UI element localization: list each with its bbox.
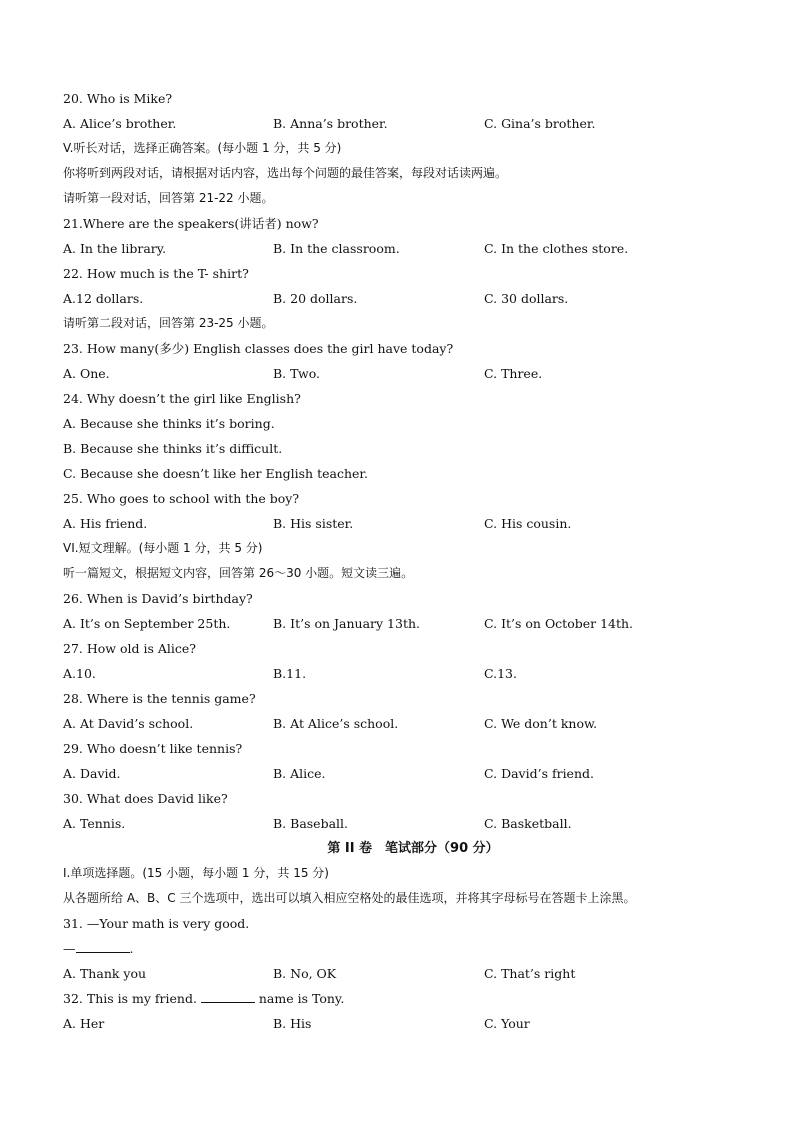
option-c: C. Gina’s brother. bbox=[484, 116, 596, 131]
option-b: B. In the classroom. bbox=[273, 241, 400, 256]
part-heading: 第 II 卷 笔试部分（90 分） bbox=[327, 841, 499, 856]
question-stem: 31. —Your math is very good. bbox=[63, 916, 250, 931]
option-c: C. Your bbox=[484, 1016, 530, 1031]
answer-blank bbox=[201, 988, 255, 1003]
option-b: B. It’s on January 13th. bbox=[273, 616, 420, 631]
option-c: C. In the clothes store. bbox=[484, 241, 629, 256]
question-stem: 30. What does David like? bbox=[63, 791, 228, 806]
section-title: V.听长对话，选择正确答案。(每小题 1 分，共 5 分) bbox=[63, 141, 342, 155]
option-c: C. Three. bbox=[484, 366, 543, 381]
option-a: A. Because she thinks it’s boring. bbox=[63, 416, 275, 431]
option-a: A. One. bbox=[63, 366, 110, 381]
option-a: A. Her bbox=[63, 1016, 105, 1031]
option-b: B.11. bbox=[273, 666, 307, 681]
question-stem: 29. Who doesn’t like tennis? bbox=[63, 741, 243, 756]
dialogue-instruction: 请听第二段对话，回答第 23-25 小题。 bbox=[63, 316, 274, 330]
options-row bbox=[63, 286, 763, 311]
options-row bbox=[63, 661, 763, 686]
option-b: B. Because she thinks it’s difficult. bbox=[63, 441, 283, 456]
option-a: A. It’s on September 25th. bbox=[63, 616, 231, 631]
stem-suffix: name is Tony. bbox=[254, 991, 345, 1006]
options-row bbox=[63, 711, 763, 736]
option-a: A. Thank you bbox=[63, 966, 147, 981]
option-a: A.12 dollars. bbox=[63, 291, 144, 306]
option-b: B. Alice. bbox=[273, 766, 326, 781]
section-instructions: 从各题所给 A、B、C 三个选项中，选出可以填入相应空格处的最佳选项，并将其字母标号在答题卡上涂黑。 bbox=[63, 891, 636, 905]
option-b: B. No, OK bbox=[273, 966, 337, 981]
question-stem: 24. Why doesn’t the girl like English? bbox=[63, 391, 301, 406]
dash: — bbox=[63, 941, 76, 956]
options-row bbox=[63, 961, 763, 986]
option-c: C. 30 dollars. bbox=[484, 291, 569, 306]
option-c: C. David’s friend. bbox=[484, 766, 594, 781]
option-c: C.13. bbox=[484, 666, 517, 681]
option-b: B. 20 dollars. bbox=[273, 291, 358, 306]
option-c: C. Because she doesn’t like her English teacher. bbox=[63, 466, 368, 481]
option-b: B. His sister. bbox=[273, 516, 354, 531]
option-c: C. Basketball. bbox=[484, 816, 572, 831]
option-c: C. It’s on October 14th. bbox=[484, 616, 634, 631]
question-stem: 27. How old is Alice? bbox=[63, 641, 196, 656]
question-stem: 22. How much is the T- shirt? bbox=[63, 266, 249, 281]
options-row bbox=[63, 811, 763, 836]
options-row bbox=[63, 1011, 763, 1036]
option-b: B. Two. bbox=[273, 366, 321, 381]
option-a: A. Alice’s brother. bbox=[63, 116, 177, 131]
option-c: C. We don’t know. bbox=[484, 716, 598, 731]
dialogue-instruction: 请听第一段对话，回答第 21-22 小题。 bbox=[63, 191, 274, 205]
options-row bbox=[63, 111, 763, 136]
question-stem: 26. When is David’s birthday? bbox=[63, 591, 253, 606]
exam-page bbox=[63, 86, 763, 1036]
question-stem: 25. Who goes to school with the boy? bbox=[63, 491, 300, 506]
answer-blank bbox=[76, 938, 130, 953]
question-stem bbox=[63, 986, 763, 1011]
option-b: B. Anna’s brother. bbox=[273, 116, 388, 131]
question-stem: 28. Where is the tennis game? bbox=[63, 691, 256, 706]
option-a: A. His friend. bbox=[63, 516, 148, 531]
stem-prefix: 32. This is my friend. bbox=[63, 991, 201, 1006]
answer-blank-line bbox=[63, 936, 763, 961]
period: . bbox=[129, 941, 134, 956]
options-row bbox=[63, 611, 763, 636]
option-a: A. At David’s school. bbox=[63, 716, 194, 731]
option-b: B. Baseball. bbox=[273, 816, 349, 831]
option-a: A. In the library. bbox=[63, 241, 167, 256]
options-row bbox=[63, 361, 763, 386]
section-title: I.单项选择题。(15 小题，每小题 1 分，共 15 分) bbox=[63, 866, 329, 880]
option-a: A. Tennis. bbox=[63, 816, 126, 831]
question-stem: 21.Where are the speakers(讲话者) now? bbox=[63, 216, 319, 231]
options-row bbox=[63, 761, 763, 786]
option-b: B. His bbox=[273, 1016, 312, 1031]
option-a: A. David. bbox=[63, 766, 121, 781]
option-a: A.10. bbox=[63, 666, 96, 681]
option-c: C. His cousin. bbox=[484, 516, 572, 531]
question-stem: 23. How many(多少) English classes does the girl have today? bbox=[63, 341, 454, 356]
options-row bbox=[63, 236, 763, 261]
section-instructions: 听一篇短文，根据短文内容，回答第 26～30 小题。短文读三遍。 bbox=[63, 566, 414, 580]
options-row bbox=[63, 511, 763, 536]
question-stem: 20. Who is Mike? bbox=[63, 91, 173, 106]
section-title: VI.短文理解。(每小题 1 分，共 5 分) bbox=[63, 541, 263, 555]
option-b: B. At Alice’s school. bbox=[273, 716, 399, 731]
option-c: C. That’s right bbox=[484, 966, 576, 981]
section-instructions: 你将听到两段对话，请根据对话内容，选出每个问题的最佳答案，每段对话读两遍。 bbox=[63, 166, 508, 180]
